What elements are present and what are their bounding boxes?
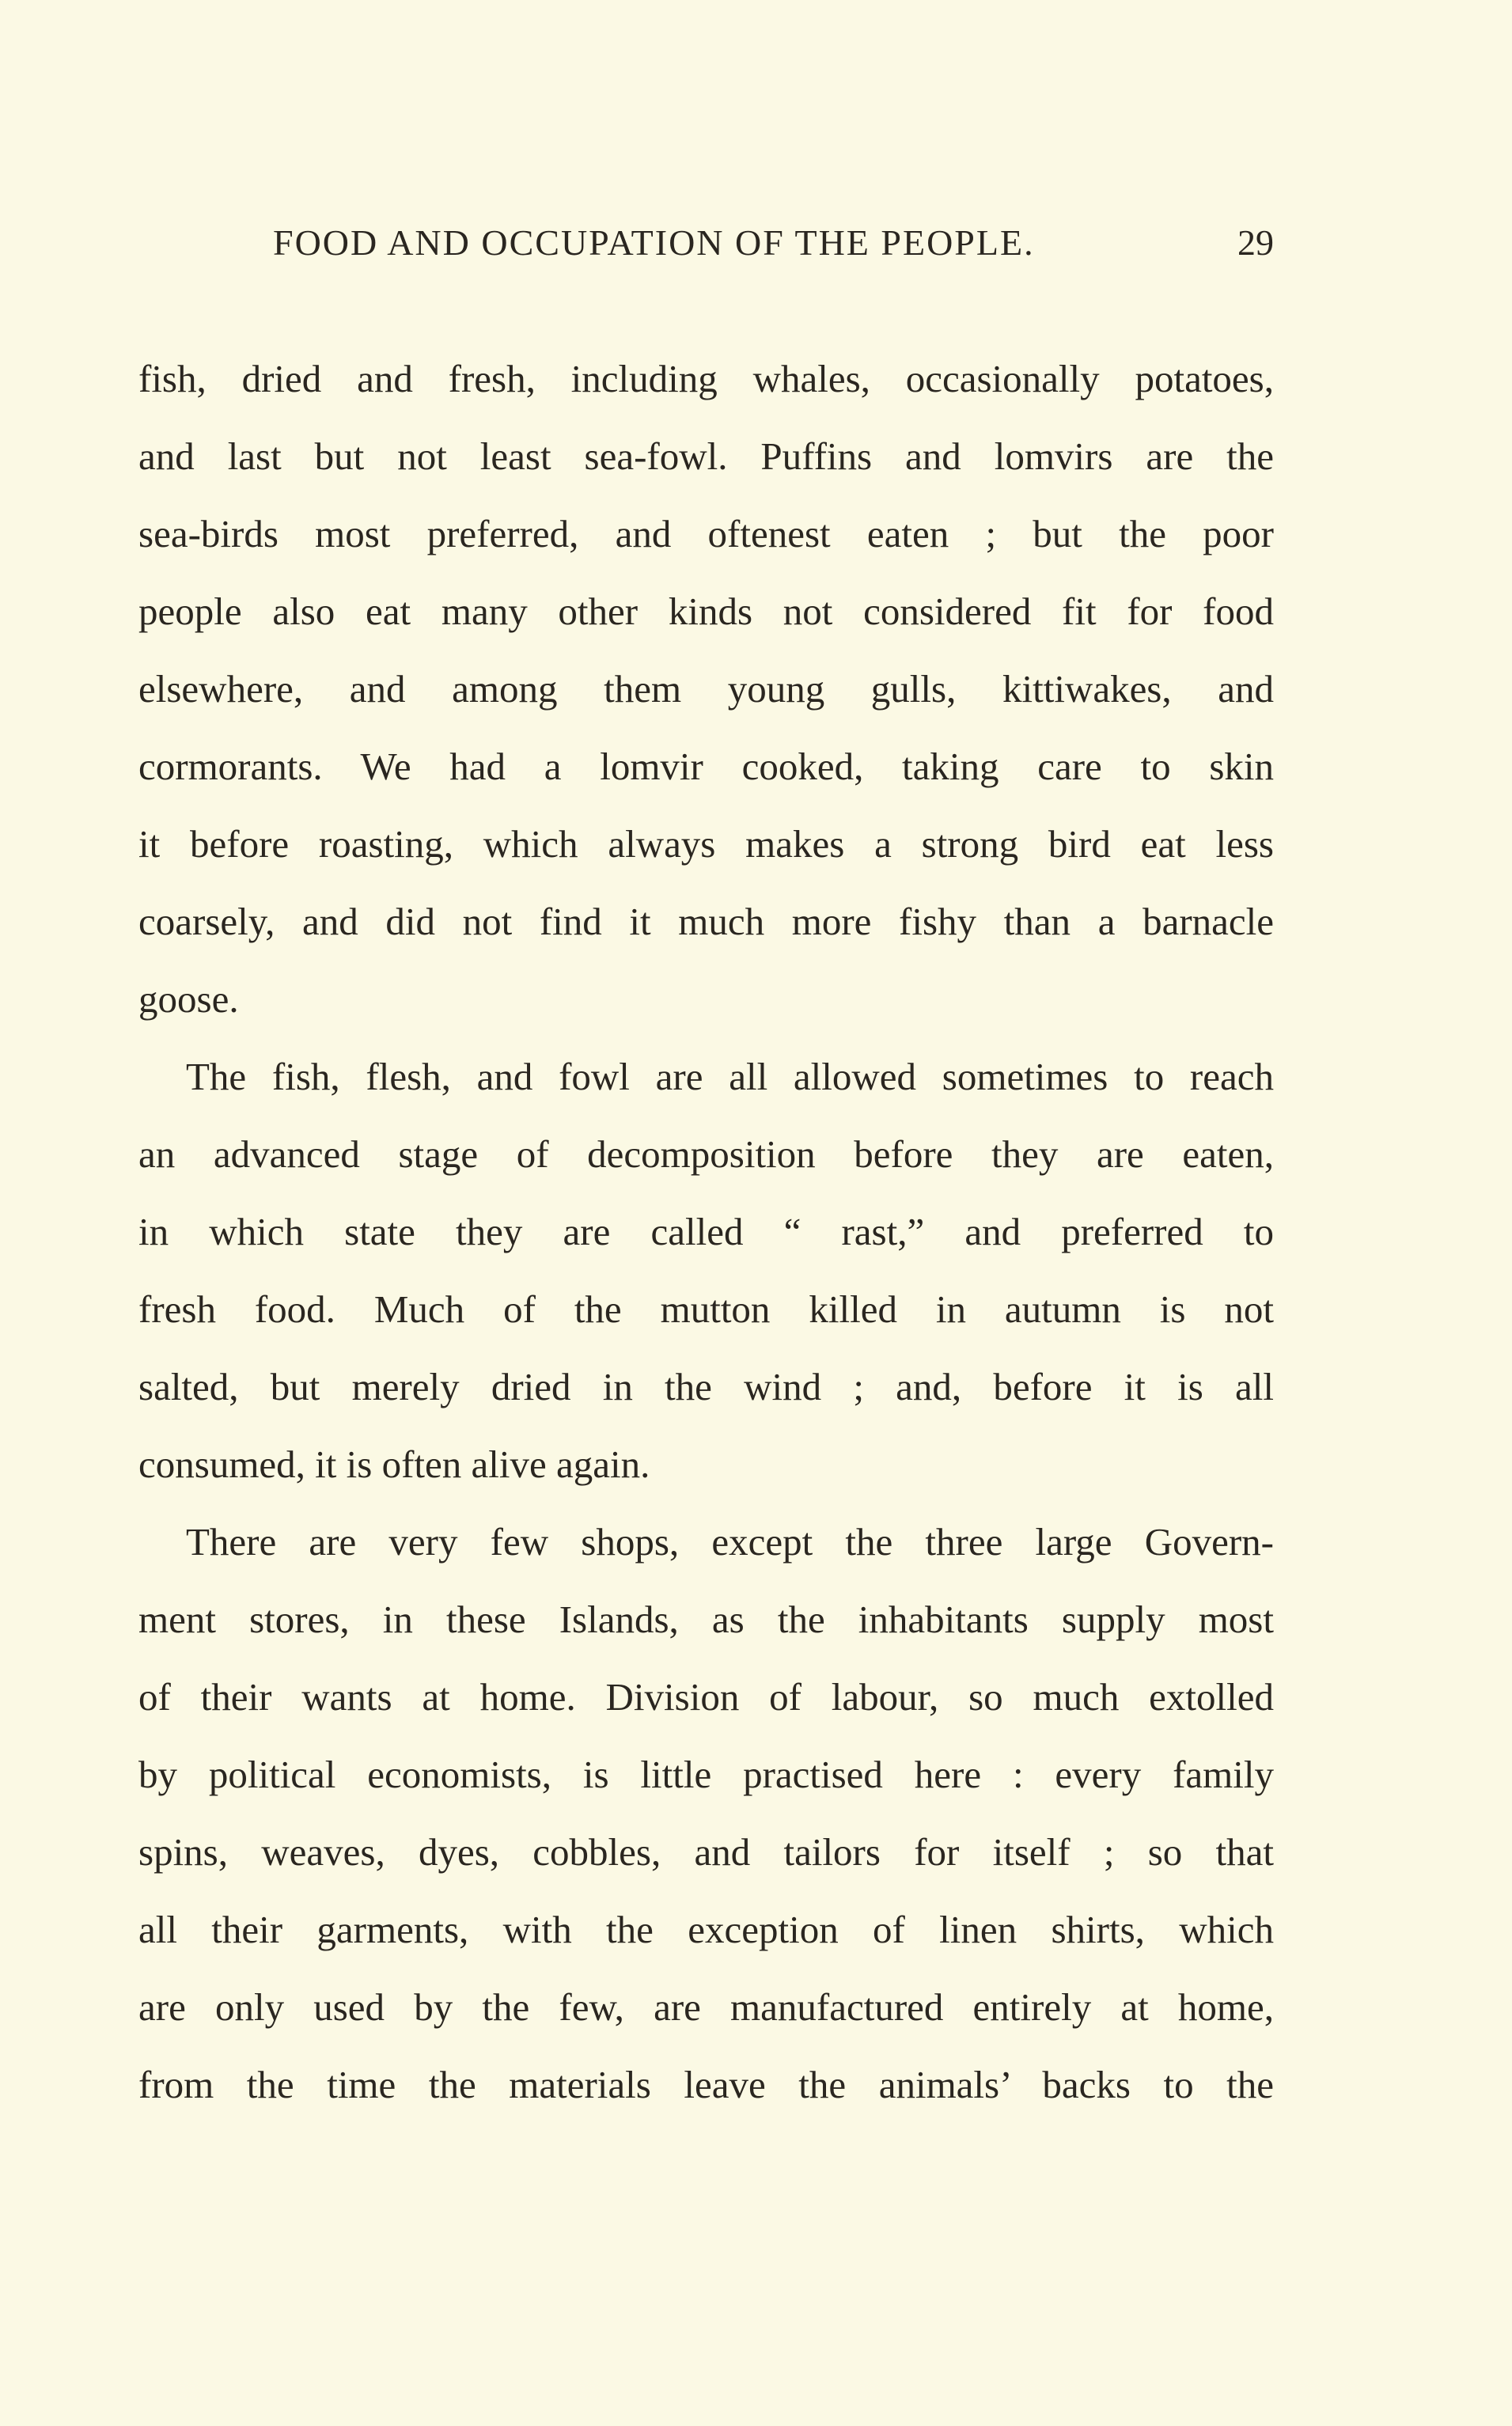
text-line: cormorants. We had a lomvir cooked, taking care to skin: [138, 745, 1274, 788]
text-line: spins, weaves, dyes, cobbles, and tailors for itself ; so that: [138, 1830, 1274, 1874]
text-line: ment stores, in these Islands, as the inhabitants supply most: [138, 1598, 1274, 1641]
text-line: salted, but merely dried in the wind ; and, before it is all: [138, 1365, 1274, 1408]
text-line: consumed, it is often alive again.: [138, 1442, 650, 1486]
running-title: FOOD AND OCCUPATION OF THE PEOPLE.: [273, 222, 1035, 263]
text-line: it before roasting, which always makes a strong bird eat less: [138, 822, 1274, 866]
text-line: fish, dried and fresh, including whales, occasionally potatoes,: [138, 357, 1274, 400]
text-line: people also eat many other kinds not considered fit for food: [138, 589, 1274, 633]
text-line: There are very few shops, except the three large Govern-: [186, 1520, 1274, 1564]
text-line: elsewhere, and among them young gulls, kittiwakes, and: [138, 667, 1274, 711]
text-line: an advanced stage of decomposition before they are eaten,: [138, 1132, 1274, 1176]
text-line: goose.: [138, 977, 239, 1021]
body-text: [138, 340, 1274, 2124]
text-line: coarsely, and did not find it much more fishy than a barnacle: [138, 900, 1274, 943]
text-line: fresh food. Much of the mutton killed in autumn is not: [138, 1287, 1274, 1331]
paragraph-2: [138, 1038, 1274, 1503]
page-number: 29: [1237, 222, 1274, 263]
text-line: by political economists, is little practised here : every family: [138, 1753, 1274, 1796]
text-line: of their wants at home. Division of labour, so much extolled: [138, 1675, 1274, 1719]
running-head: [138, 222, 1274, 269]
paragraph-3: [138, 1503, 1274, 2124]
text-line: from the time the materials leave the animals’ backs to the: [138, 2063, 1274, 2106]
text-line: The fish, flesh, and fowl are all allowed sometimes to reach: [186, 1055, 1274, 1098]
paragraph-1: [138, 340, 1274, 1038]
text-line: and last but not least sea-fowl. Puffins and lomvirs are the: [138, 434, 1274, 478]
text-line: in which state they are called “ rast,” and preferred to: [138, 1210, 1274, 1253]
text-line: sea-birds most preferred, and oftenest eaten ; but the poor: [138, 512, 1274, 555]
text-line: all their garments, with the exception of linen shirts, which: [138, 1908, 1274, 1951]
text-line: are only used by the few, are manufactured entirely at home,: [138, 1985, 1274, 2029]
